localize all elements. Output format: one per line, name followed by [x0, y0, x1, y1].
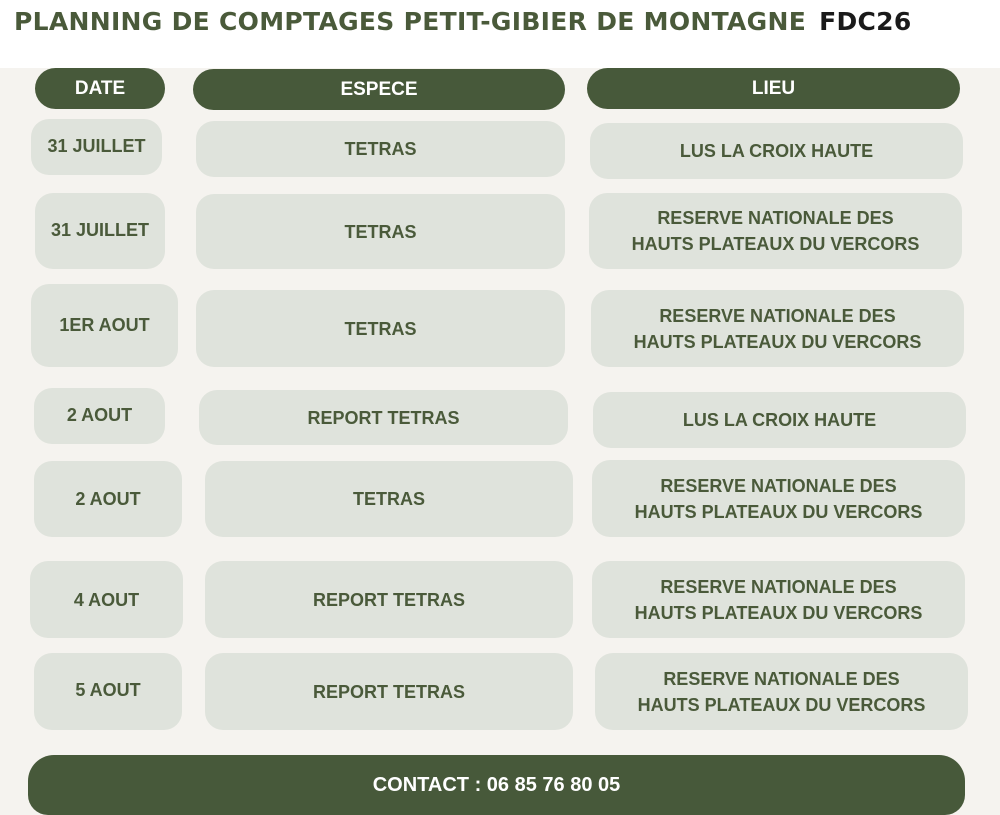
- column-header-espece: [193, 69, 565, 110]
- header-bar: [0, 0, 1000, 68]
- lieu-cell: [590, 123, 963, 179]
- espece-cell: [205, 653, 573, 730]
- lieu-cell-text: LUS LA CROIX HAUTE: [679, 141, 874, 161]
- lieu-cell: [593, 392, 966, 448]
- date-cell: [31, 284, 178, 367]
- date-cell-text: 1ER AOUT: [59, 315, 150, 335]
- date-cell: [30, 561, 183, 638]
- date-cell: [31, 119, 162, 175]
- date-cell-text: 31 JUILLET: [47, 136, 146, 156]
- date-cell-text: 2 AOUT: [75, 489, 141, 509]
- lieu-cell-text: RESERVE NATIONALE DES HAUTS PLATEAUX DU VERCORS: [633, 305, 922, 352]
- column-header-espece-label: ESPECE: [340, 78, 418, 100]
- column-header-date: [35, 68, 165, 109]
- lieu-cell: [595, 653, 968, 730]
- espece-cell-text: REPORT TETRAS: [312, 589, 465, 610]
- date-cell: [34, 653, 182, 730]
- espece-cell: [196, 194, 565, 269]
- column-header-lieu: [587, 68, 960, 109]
- title-brand: FDC26: [819, 7, 912, 36]
- column-header-lieu-label: LIEU: [751, 77, 796, 99]
- date-cell: [35, 193, 165, 269]
- date-cell: [34, 461, 182, 537]
- lieu-cell-text: LUS LA CROIX HAUTE: [682, 410, 877, 430]
- title-main: PLANNING DE COMPTAGES PETIT-GIBIER DE MONTAGNE: [14, 7, 807, 36]
- espece-cell-text: REPORT TETRAS: [307, 407, 460, 428]
- contact-bar: [28, 755, 965, 815]
- espece-cell: [196, 121, 565, 177]
- espece-cell-text: TETRAS: [353, 489, 425, 509]
- espece-cell: [199, 390, 568, 445]
- contact-text: CONTACT : 06 85 76 80 05: [372, 773, 621, 796]
- lieu-cell: [591, 290, 964, 367]
- page-title: [14, 7, 912, 37]
- espece-cell: [196, 290, 565, 367]
- lieu-cell-text: RESERVE NATIONALE DES HAUTS PLATEAUX DU VERCORS: [631, 208, 920, 254]
- lieu-cell: [589, 193, 962, 269]
- date-cell: [34, 388, 165, 444]
- column-header-date-label: DATE: [74, 77, 126, 99]
- lieu-cell: [592, 561, 965, 638]
- date-cell-text: 2 AOUT: [66, 405, 133, 425]
- lieu-cell-text: RESERVE NATIONALE DES HAUTS PLATEAUX DU VERCORS: [634, 475, 923, 522]
- espece-cell: [205, 461, 573, 537]
- date-cell-text: 31 JUILLET: [50, 220, 150, 240]
- espece-cell-text: TETRAS: [344, 318, 417, 339]
- espece-cell-text: TETRAS: [344, 139, 417, 159]
- espece-cell-text: TETRAS: [344, 221, 417, 242]
- espece-cell: [205, 561, 573, 638]
- date-cell-text: 5 AOUT: [75, 680, 141, 700]
- date-cell-text: 4 AOUT: [73, 589, 140, 610]
- lieu-cell-text: RESERVE NATIONALE DES HAUTS PLATEAUX DU VERCORS: [634, 576, 923, 623]
- espece-cell-text: REPORT TETRAS: [312, 681, 465, 702]
- lieu-cell-text: RESERVE NATIONALE DES HAUTS PLATEAUX DU VERCORS: [637, 668, 926, 715]
- lieu-cell: [592, 460, 965, 537]
